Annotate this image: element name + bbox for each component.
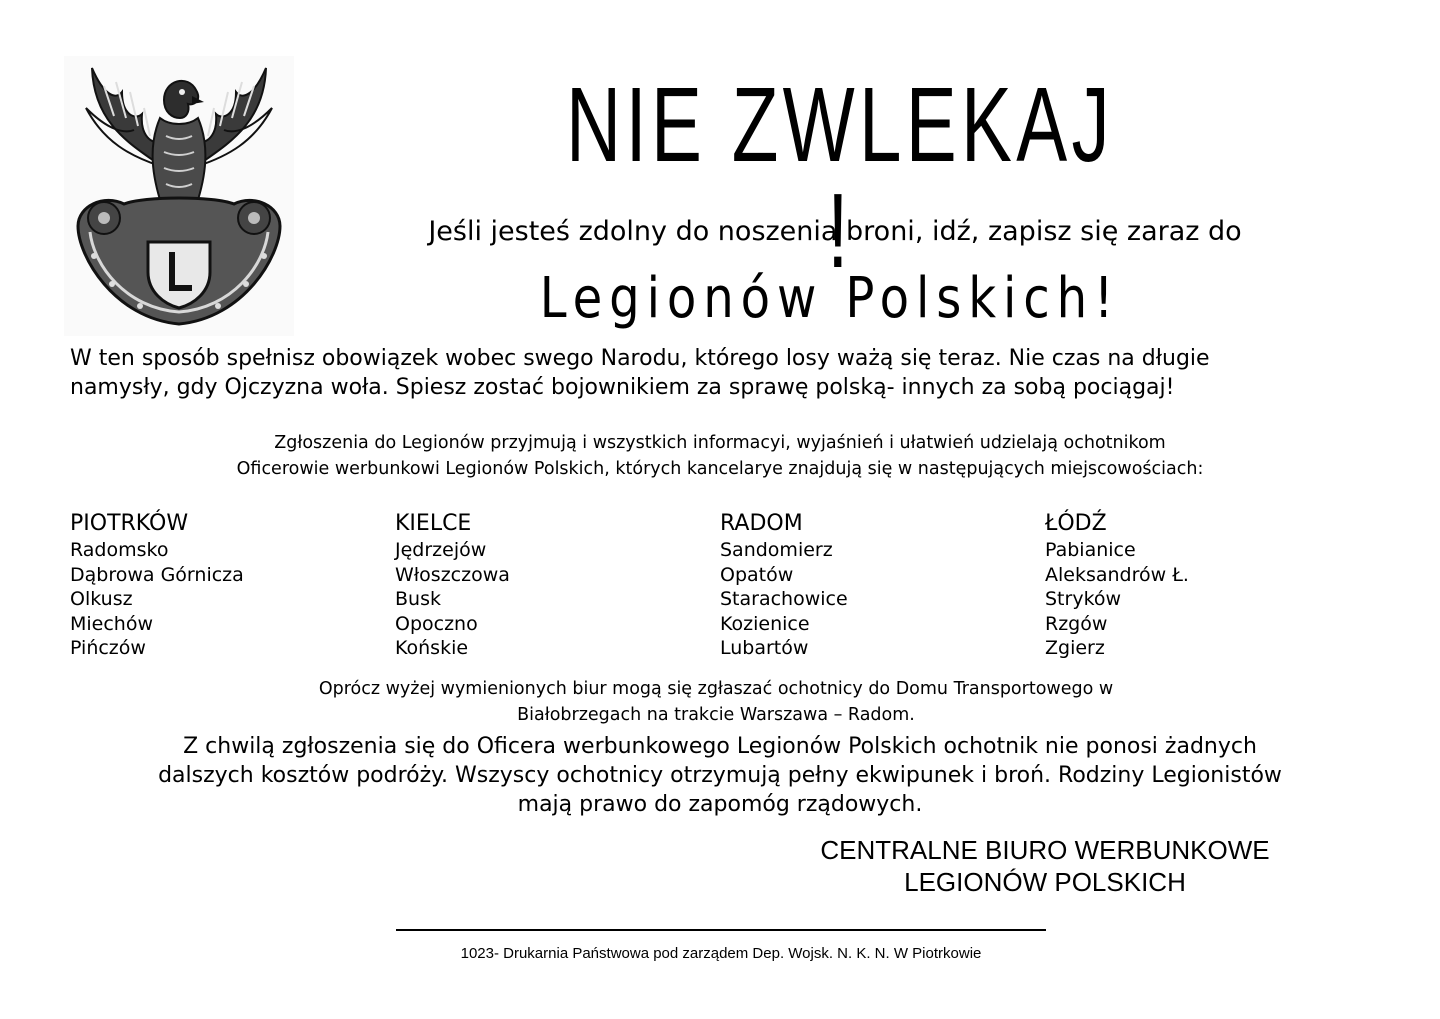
office-town: Olkusz [70,588,133,610]
office-city-heading: ŁÓDŹ [1045,511,1107,536]
office-town: Stryków [1045,588,1122,610]
office-town: Busk [395,588,441,610]
office-town: Miechów [70,612,154,635]
office-column-kielce [395,510,695,661]
office-town: Radomsko [70,539,169,561]
paragraph-line: W ten sposób spełnisz obowiązek wobec swego Narodu, którego losy ważą się teraz. Nie czas na długie [70,346,1210,371]
office-town: Kozienice [720,612,810,635]
cost-line: mają prawo do zapomóg rządowych. [517,792,923,817]
legion-eagle-emblem-icon [64,56,294,336]
transport-line: Białobrzegach na trakcie Warszawa – Radom. [517,705,915,725]
emblem-graphic [64,56,294,336]
office-column-lodz [1045,510,1345,661]
printer-imprint: 1023- Drukarnia Państwowa pod zarządem Dep. Wojsk. N. K. N. W Piotrkowie [460,945,982,962]
office-town: Końskie [395,637,469,659]
cost-line: Z chwilą zgłoszenia się do Oficera werbunkowego Legionów Polskich ochotnik nie ponosi żadnych [183,734,1257,759]
office-town: Opoczno [395,612,478,635]
office-town: Zgierz [1045,637,1105,659]
office-town: Starachowice [720,588,848,610]
legion-title: Legionów Polskich! [539,266,1121,331]
transport-notice [0,676,1432,728]
signature-line: LEGIONÓW POLSKICH [904,867,1186,897]
cost-paragraph [0,732,1440,819]
lead-sentence: Jeśli jesteś zdolny do noszenia broni, idź, zapisz się zaraz do [428,216,1242,247]
main-paragraph [70,344,1390,402]
office-town: Aleksandrów Ł. [1045,563,1189,586]
office-town: Lubartów [720,637,809,659]
notice-paragraph [0,430,1440,482]
office-column-radom [720,510,1020,661]
office-city-heading: RADOM [720,511,803,536]
cost-line: dalszych kosztów podróży. Wszyscy ochotnicy otrzymują pełny ekwipunek i broń. Rodziny Legionistów [158,763,1282,788]
office-city-heading: PIOTRKÓW [70,511,189,536]
office-city-heading: KIELCE [395,511,472,536]
notice-line: Zgłoszenia do Legionów przyjmują i wszystkich informacyi, wyjaśnień i ułatwień udzielają ochotnikom [274,433,1166,453]
office-town: Dąbrowa Górnicza [70,563,244,586]
office-town: Pińczów [70,637,146,659]
office-column-piotrkow [70,510,370,661]
paragraph-line: namysły, gdy Ojczyzna woła. Spiesz zostać bojownikiem za sprawę polską- innych za sobą pociągaj! [70,375,1175,400]
office-town: Rzgów [1045,612,1108,635]
page-title: NIE ZWLEKAJ ! [566,66,1114,290]
office-town: Sandomierz [720,539,833,561]
office-town: Włoszczowa [395,563,510,586]
office-town: Jędrzejów [395,539,487,561]
transport-line: Oprócz wyżej wymienionych biur mogą się zgłaszać ochotnicy do Domu Transportowego w [318,679,1114,699]
signature-line: CENTRALNE BIURO WERBUNKOWE [820,835,1270,865]
office-town: Pabianice [1045,539,1136,561]
notice-line: Oficerowie werbunkowi Legionów Polskich, których kancelarye znajdują się w następujących miejscowościach: [236,459,1204,479]
office-town: Opatów [720,563,794,586]
divider [396,929,1046,931]
issuer-signature [780,834,1310,898]
